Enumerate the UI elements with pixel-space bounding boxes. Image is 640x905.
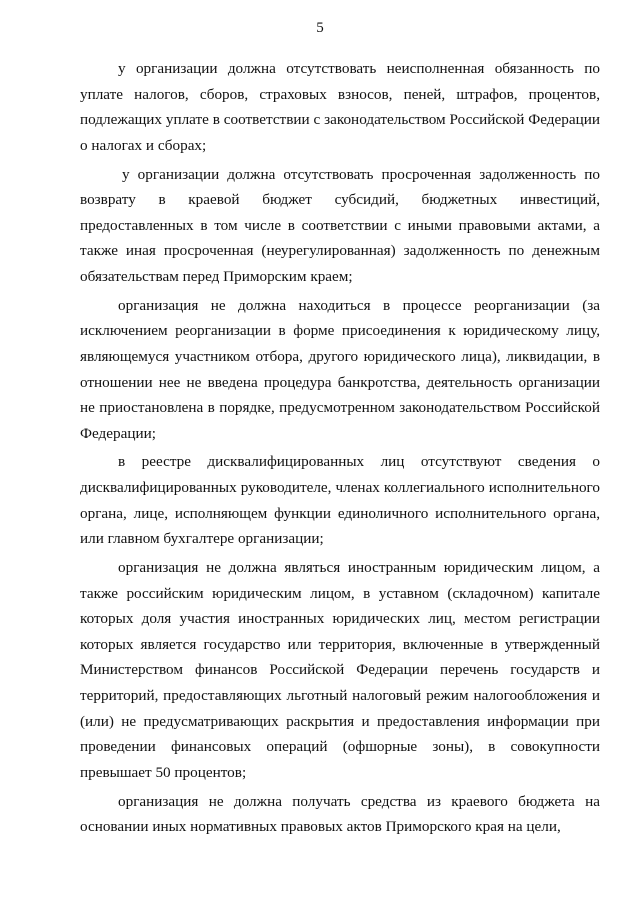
document-body: [80, 56, 600, 843]
paragraph-reorganization: организация не должна находиться в процессе реорганизации (за исключением реорганизации в форме присоединения к юридическому лицу, являющемуся участником отбора, другого юридического лица), ликвидации, в отношении нее не введена процедура банкротства, деятельность организации не приостановлена в порядке, предусмотренном законодательством Российской Федерации;: [80, 296, 600, 442]
paragraph-disqualified-registry: в реестре дисквалифицированных лиц отсутствуют сведения о дисквалифицированных руководителе, членах коллегиального исполнительного органа, лице, исполняющем функции единоличного исполнительного органа, или главном бухгалтере организации;: [80, 453, 600, 548]
paragraph-tax-obligations: у организации должна отсутствовать неисполненная обязанность по уплате налогов, сборов, страховых взносов, пеней, штрафов, процентов, подлежащих уплате в соответствии с законодательством Российской Федерации о налогах и сборах;: [80, 60, 600, 154]
paragraph-other-funding: организация не должна получать средства из краевого бюджета на основании иных нормативных правовых актов Приморского края на цели,: [80, 792, 600, 836]
paragraph-overdue-debt: у организации должна отсутствовать просроченная задолженность по возврату в краевой бюджет субсидий, бюджетных инвестиций, предоставленных в том числе в соответствии с иными правовыми актами, а также иная просроченная (неурегулированная) задолженность по денежным обязательствам перед Приморским краем;: [80, 165, 600, 285]
paragraph-foreign-entity: организация не должна являться иностранным юридическим лицом, а также российским юридическим лицом, в уставном (складочном) капитале которых доля участия иностранных юридических лиц, местом регистрации которых является государство или территория, включенные в утвержденный Министерством финансов Российской Федерации перечень государств и территорий, предоставляющих льготный налоговый режим налогообложения и (или) не предусматривающих раскрытия и предоставления информации при проведении финансовых операций (офшорные зоны), в совокупности превышает 50 процентов;: [80, 559, 600, 781]
page-number: 5: [316, 20, 324, 36]
